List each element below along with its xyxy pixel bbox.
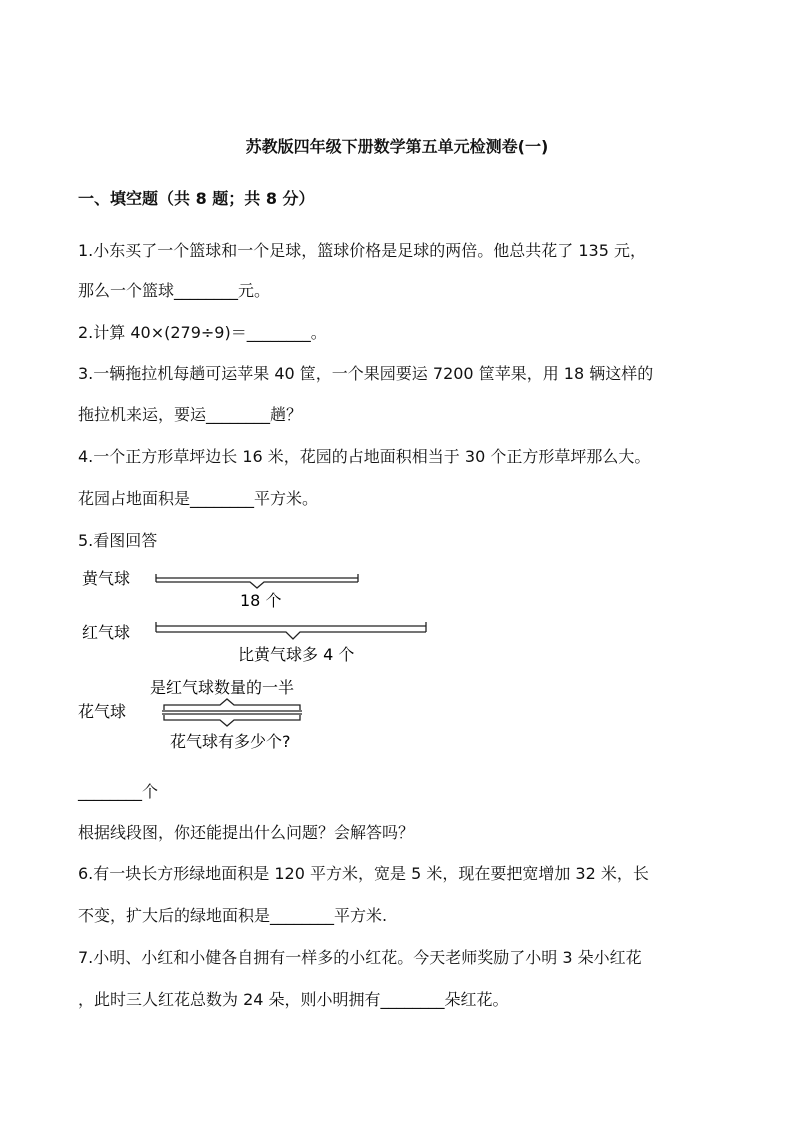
yellow-count: 18 个 bbox=[240, 591, 282, 610]
question-7-line-1: 7.小明、小红和小健各自拥有一样多的小红花。今天老师奖励了小明 3 朵小红花 bbox=[78, 948, 642, 967]
question-3-line-1: 3.一辆拖拉机每趟可运苹果 40 筐，一个果园要运 7200 筐苹果，用 18 辆这样的 bbox=[78, 364, 654, 383]
flower-segment bbox=[162, 699, 302, 726]
flower-label: 花气球 bbox=[78, 702, 127, 721]
question-3-line-2: 拖拉机来运，要运________趟？ bbox=[78, 405, 303, 424]
flower-question: 花气球有多少个? bbox=[170, 732, 291, 751]
yellow-segment bbox=[156, 574, 358, 588]
question-6-line-1: 6.有一块长方形绿地面积是 120 平方米，宽是 5 米，现在要把宽增加 32 米，长 bbox=[78, 864, 649, 883]
question-4-line-2: 花园占地面积是________平方米。 bbox=[78, 489, 319, 508]
page-title: 苏教版四年级下册数学第五单元检测卷(一) bbox=[245, 137, 549, 156]
question-5: 5.看图回答 bbox=[78, 531, 158, 550]
red-label: 红气球 bbox=[82, 623, 131, 642]
question-2: 2.计算 40×(279÷9)＝________。 bbox=[78, 323, 327, 342]
flower-note-top: 是红气球数量的一半 bbox=[150, 678, 295, 697]
line-segment-diagram bbox=[70, 560, 450, 760]
question-5-answer: ________个 bbox=[78, 782, 159, 801]
yellow-label: 黄气球 bbox=[82, 569, 131, 588]
question-1-line-1: 1.小东买了一个篮球和一个足球，篮球价格是足球的两倍。他总共花了 135 元， bbox=[78, 241, 646, 260]
question-1-line-2: 那么一个篮球________元。 bbox=[78, 281, 271, 300]
section-heading: 一、填空题（共 8 题；共 8 分） bbox=[78, 189, 315, 208]
red-segment bbox=[156, 622, 426, 639]
red-note: 比黄气球多 4 个 bbox=[238, 645, 355, 664]
question-6-line-2: 不变，扩大后的绿地面积是________平方米. bbox=[78, 906, 388, 925]
question-5-followup: 根据线段图，你还能提出什么问题？会解答吗？ bbox=[78, 823, 415, 842]
question-7-line-2: ，此时三人红花总数为 24 朵，则小明拥有________朵红花。 bbox=[78, 990, 509, 1009]
question-4-line-1: 4.一个正方形草坪边长 16 米，花园的占地面积相当于 30 个正方形草坪那么大。 bbox=[78, 447, 651, 466]
